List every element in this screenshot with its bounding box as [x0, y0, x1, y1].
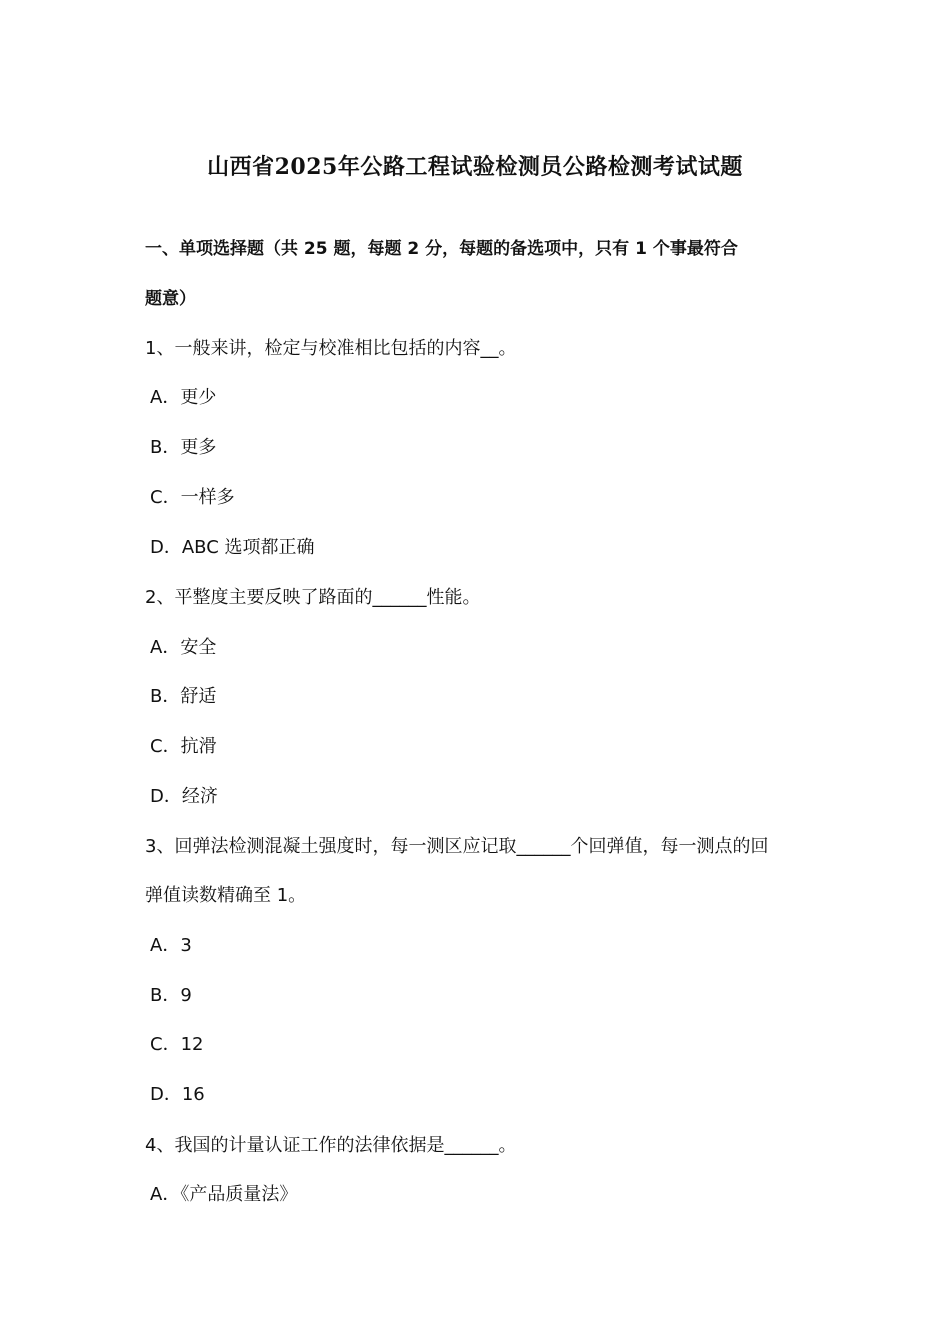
section-heading-line-2: 题意） [145, 289, 196, 309]
section-heading-line-1: 一、单项选择题（共 25 题，每题 2 分，每题的备选项中，只有 1 个事最符合 [145, 239, 738, 259]
question-1-option-a: A．更少 [150, 387, 217, 408]
question-3-option-d: D．16 [150, 1084, 205, 1105]
question-3-option-b: B．9 [150, 985, 192, 1006]
question-4-option-a: A．《产品质量法》 [150, 1184, 298, 1205]
question-3-stem-line-1: 3、回弹法检测混凝土强度时，每一测区应记取______个回弹值，每一测点的回 [145, 836, 769, 857]
question-1-option-d: D．ABC 选项都正确 [150, 537, 315, 558]
question-2-option-d: D．经济 [150, 786, 218, 807]
question-2-option-b: B．舒适 [150, 686, 217, 707]
page-title: 山西省2025年公路工程试验检测员公路检测考试试题 [207, 154, 743, 180]
question-2-option-c: C．抗滑 [150, 736, 217, 757]
question-2-stem: 2、平整度主要反映了路面的______性能。 [145, 587, 481, 608]
question-2-option-a: A．安全 [150, 637, 217, 658]
question-4-stem: 4、我国的计量认证工作的法律依据是______。 [145, 1135, 517, 1156]
question-1-stem: 1、一般来讲，检定与校准相比包括的内容__。 [145, 338, 517, 359]
question-1-option-c: C．一样多 [150, 487, 235, 508]
question-3-option-c: C．12 [150, 1034, 204, 1055]
question-3-option-a: A．3 [150, 935, 192, 956]
question-3-stem-line-2: 弹值读数精确至 1。 [145, 885, 307, 906]
question-1-option-b: B．更多 [150, 437, 217, 458]
